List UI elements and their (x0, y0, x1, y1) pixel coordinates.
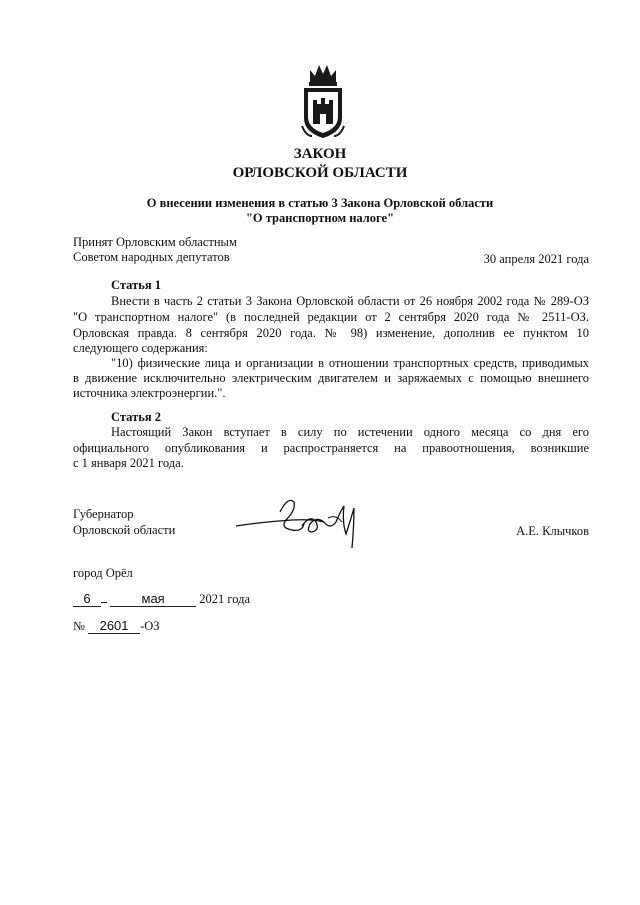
number-prefix: № (73, 619, 85, 633)
article2-line1: Настоящий Закон вступает в силу по истечении одного месяца со дня его (111, 425, 589, 439)
article2-line2: официального опубликования и распространяется на правоотношения, возникшие (73, 441, 589, 455)
law-number (73, 618, 160, 634)
article1-line1: Внести в часть 2 статьи 3 Закона Орловской области от 26 ноября 2002 года № 289-ОЗ (111, 294, 589, 308)
article1-line3: Орловская правда. 8 сентября 2020 года. № 98) изменение, дополнив ее пунктом 10 (73, 326, 589, 340)
adoption-line2: Советом народных депутатов (73, 250, 230, 264)
adoption-line1: Принят Орловским областным (73, 235, 237, 249)
handwritten-signature (232, 492, 372, 554)
article1-quote-line2: в движение исключительно электрическим двигателем и заряжаемых с помощью внешнего (73, 371, 589, 385)
number-value: 2601 (88, 618, 140, 634)
signatory-role-line2: Орловской области (73, 523, 176, 537)
article1-line4: следующего содержания: (73, 341, 208, 355)
number-suffix: -ОЗ (140, 619, 160, 633)
coat-of-arms-emblem (298, 60, 348, 140)
date-year: 2021 года (199, 592, 250, 606)
signatory-role-line1: Губернатор (73, 507, 134, 521)
article2-heading: Статья 2 (111, 410, 161, 424)
date-month: мая (110, 591, 196, 607)
signing-date (73, 591, 250, 607)
law-title-line2: ОРЛОВСКОЙ ОБЛАСТИ (232, 165, 408, 181)
date-day: 6 (73, 591, 101, 607)
article2-line3: с 1 января 2021 года. (73, 456, 184, 470)
signatory-name: А.Е. Клычков (516, 524, 589, 538)
article1-quote-line1: "10) физические лица и организации в отношении транспортных средств, приводимых (111, 356, 589, 370)
article1-heading: Статья 1 (111, 278, 161, 292)
article1-line2: "О транспортном налоге" (в последней редакции от 2 сентября 2020 года № 2511-ОЗ. (73, 310, 589, 324)
city-label: город Орёл (73, 566, 133, 580)
article1-quote-line3: источника электроэнергии.". (73, 386, 226, 400)
law-subtitle-line2: "О транспортном налоге" (245, 211, 395, 225)
law-subtitle-line1: О внесении изменения в статью 3 Закона Орловской области (146, 196, 494, 210)
adoption-date: 30 апреля 2021 года (483, 252, 589, 266)
law-title-line1: ЗАКОН (293, 146, 347, 162)
